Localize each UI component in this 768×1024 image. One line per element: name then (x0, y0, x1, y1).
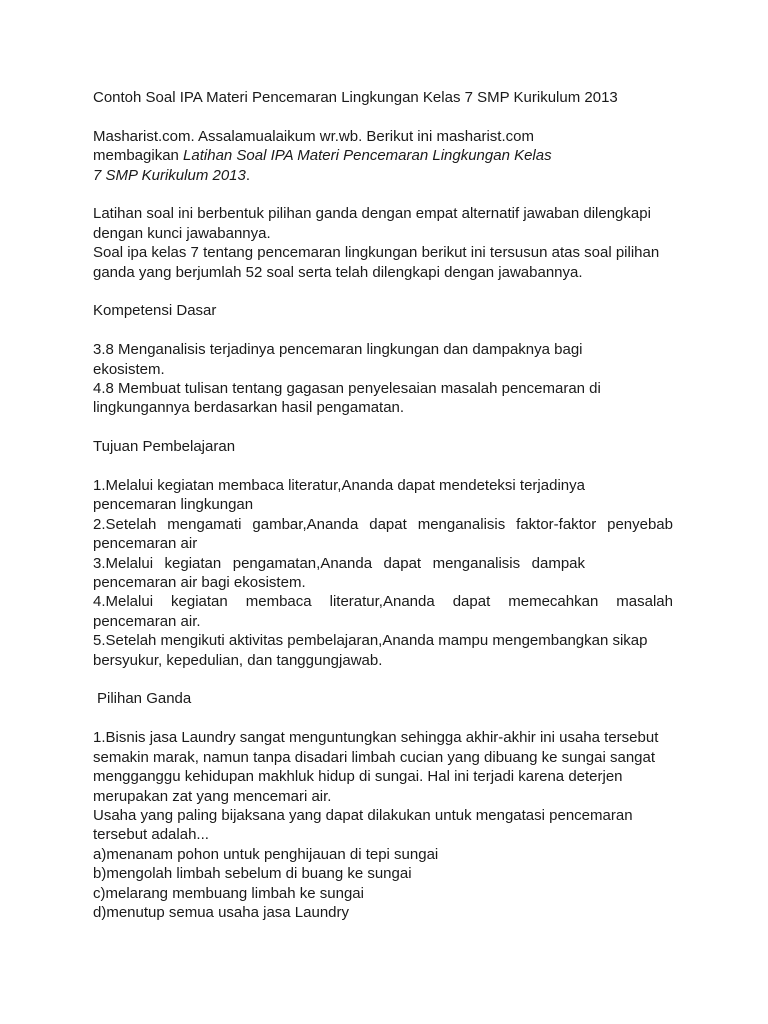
kd-item-1: 3.8 Menganalisis terjadinya pencemaran lingkungan dan dampaknya bagi ekosistem. (93, 341, 583, 378)
tujuan-item-1: 1.Melalui kegiatan membaca literatur,Ananda dapat mendeteksi terjadinya pencemaran lingkungan (93, 477, 585, 514)
question-1-option-a: a)menanam pohon untuk penghijauan di tepi sungai (93, 845, 439, 863)
description-line-1: Latihan soal ini berbentuk pilihan ganda dengan empat alternatif jawaban dilengkapi dengan kunci jawabannya. (93, 205, 651, 242)
kompetensi-heading: Kompetensi Dasar (93, 302, 217, 320)
tujuan-heading: Tujuan Pembelajaran (93, 438, 236, 456)
document-body (93, 88, 673, 922)
question-1-option-d: d)menutup semua usaha jasa Laundry (93, 903, 349, 921)
intro-paragraph (93, 127, 563, 185)
tujuan-item-2: 2.Setelah mengamati gambar,Ananda dapat menganalisis faktor-faktor penyebab pencemaran air (93, 515, 673, 553)
intro-end: . (245, 166, 251, 184)
question-1-prompt: Usaha yang paling bijaksana yang dapat dilakukan untuk mengatasi pencemaran tersebut adalah... (93, 806, 633, 844)
question-1-stem: 1.Bisnis jasa Laundry sangat menguntungkan sehingga akhir-akhir ini usaha tersebut semakin marak, namun tanpa disadari limbah cucian yang dibuang ke sungai sangat mengganggu kehidupan makhluk hidup di sungai. Hal ini terjadi karena deterjen merupakan zat yang mencemari air. (93, 729, 659, 805)
pilihan-ganda-heading: Pilihan Ganda (97, 690, 192, 708)
tujuan-item-5: 5.Setelah mengikuti aktivitas pembelajaran,Ananda mampu mengembangkan sikap bersyukur, kepedulian, dan tanggungjawab. (93, 632, 648, 669)
question-1-option-b: b)mengolah limbah sebelum di buang ke sungai (93, 865, 412, 883)
intro-lead: Masharist.com. Assalamualaikum wr.wb. Berikut ini masharist.com membagikan (93, 127, 534, 165)
intro-italic-title: Latihan Soal IPA Materi Pencemaran Lingkungan Kelas 7 SMP Kurikulum 2013 (93, 147, 552, 184)
kd-item-2: 4.8 Membuat tulisan tentang gagasan penyelesaian masalah pencemaran di lingkungannya berdasarkan hasil pengamatan. (93, 380, 601, 417)
tujuan-item-4: 4.Melalui kegiatan membaca literatur,Ananda dapat memecahkan masalah pencemaran air. (93, 593, 673, 630)
tujuan-item-3: 3.Melalui kegiatan pengamatan,Ananda dapat menganalisis dampak pencemaran air bagi ekosistem. (93, 554, 585, 592)
document-title: Contoh Soal IPA Materi Pencemaran Lingkungan Kelas 7 SMP Kurikulum 2013 (93, 89, 618, 106)
question-1-option-c: c)melarang membuang limbah ke sungai (93, 884, 364, 902)
description-line-2: Soal ipa kelas 7 tentang pencemaran lingkungan berikut ini tersusun atas soal pilihan ganda yang berjumlah 52 soal serta telah dilengkapi dengan jawabannya. (93, 244, 660, 281)
